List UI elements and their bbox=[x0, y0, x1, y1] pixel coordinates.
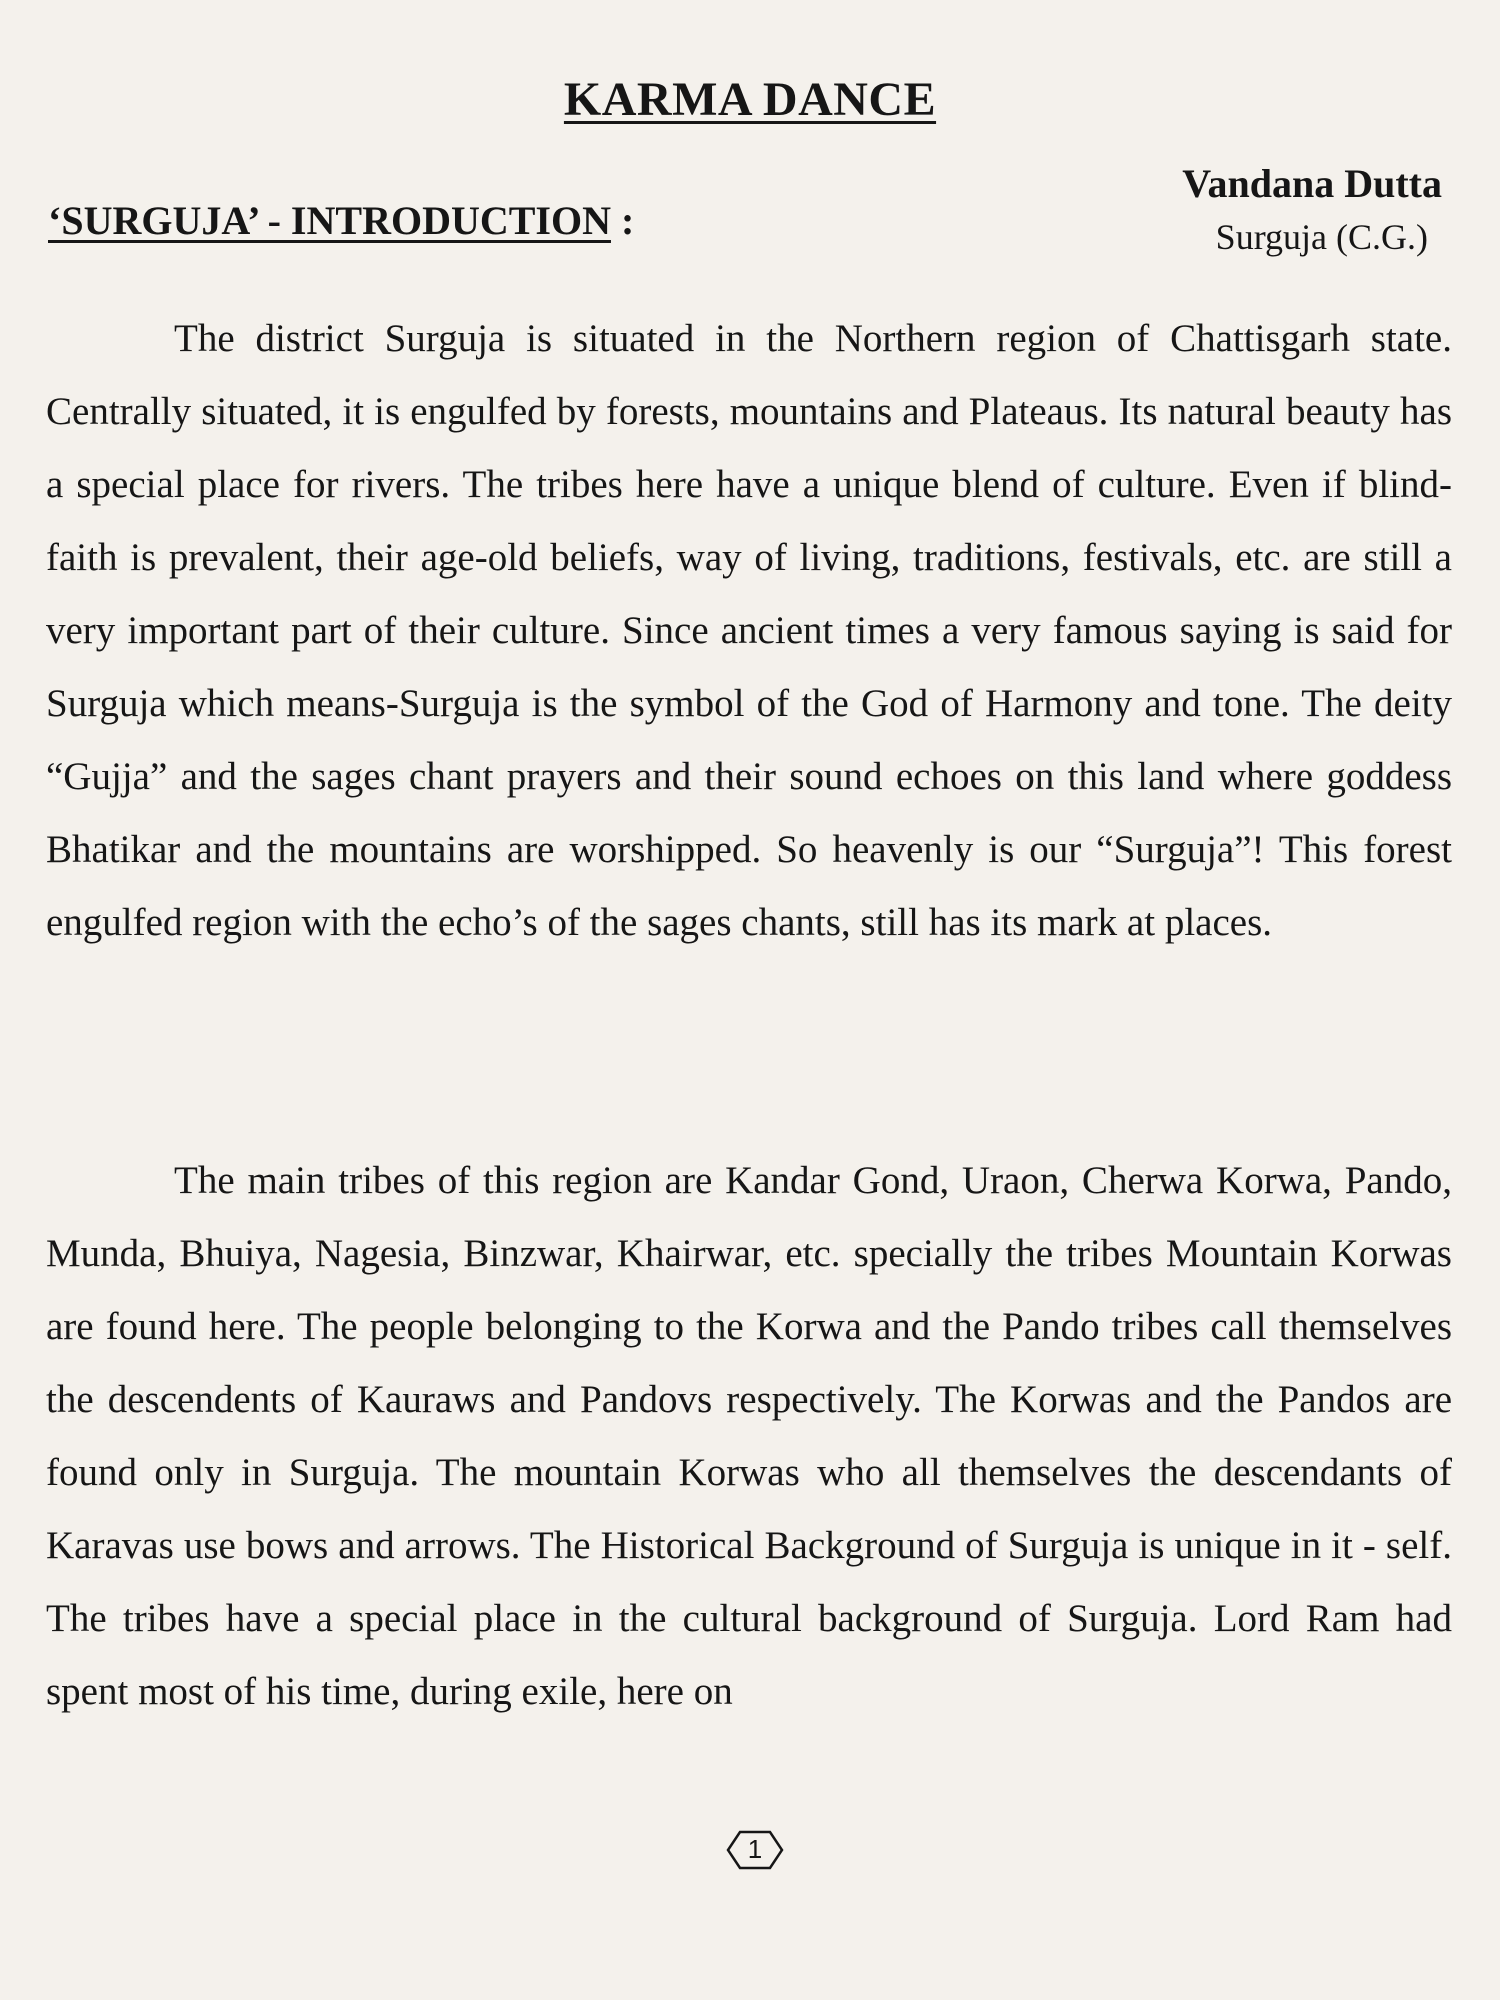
paragraph-1-text: The district Surguja is situated in the Northern region of Chattisgarh state. Centrally situated, it is engulfed by forests, mountains and Plateaus. Its natural beauty has a special place for rivers. The tribes here have a unique blend of culture. Even if blind-faith is prevalent, their age-old beliefs, way of living, traditions, festivals, etc. are still a very important part of their culture. Since ancient times a very famous saying is said for Surguja which means-Surguja is the symbol of the God of Harmony and tone. The deity “Gujja” and the sages chant prayers and their sound echoes on this land where goddess Bhatikar and the mountains are worshipped. So heavenly is our “Surguja”! This forest engulfed region with the echo’s of the sages chants, still has its mark at places. bbox=[46, 317, 1452, 944]
section-heading-colon: : bbox=[620, 198, 635, 243]
page-number-badge bbox=[726, 1830, 784, 1870]
paragraph-2 bbox=[46, 1144, 1452, 1728]
paragraph-1 bbox=[46, 302, 1452, 959]
paragraph-2-text: The main tribes of this region are Kandar Gond, Uraon, Cherwa Korwa, Pando, Munda, Bhuiya, Nagesia, Binzwar, Khairwar, etc. specially the tribes Mountain Korwas are found here. The people belonging to the Korwa and the Pando tribes call themselves the descendents of Kauraws and Pandovs respectively. The Korwas and the Pandos are found only in Surguja. The mountain Korwas who all themselves the descendants of Karavas use bows and arrows. The Historical Background of Surguja is unique in it - self. The tribes have a special place in the cultural background of Surguja. Lord Ram had spent most of his time, during exile, here on bbox=[46, 1159, 1452, 1713]
page-number: 1 bbox=[747, 1834, 763, 1864]
document-title: KARMA DANCE bbox=[563, 73, 937, 126]
author-place: Surguja (C.G.) bbox=[1215, 217, 1428, 257]
section-heading bbox=[48, 197, 634, 244]
section-heading-text: ‘SURGUJA’ - INTRODUCTION bbox=[48, 198, 611, 243]
author-name: Vandana Dutta bbox=[1182, 161, 1442, 206]
